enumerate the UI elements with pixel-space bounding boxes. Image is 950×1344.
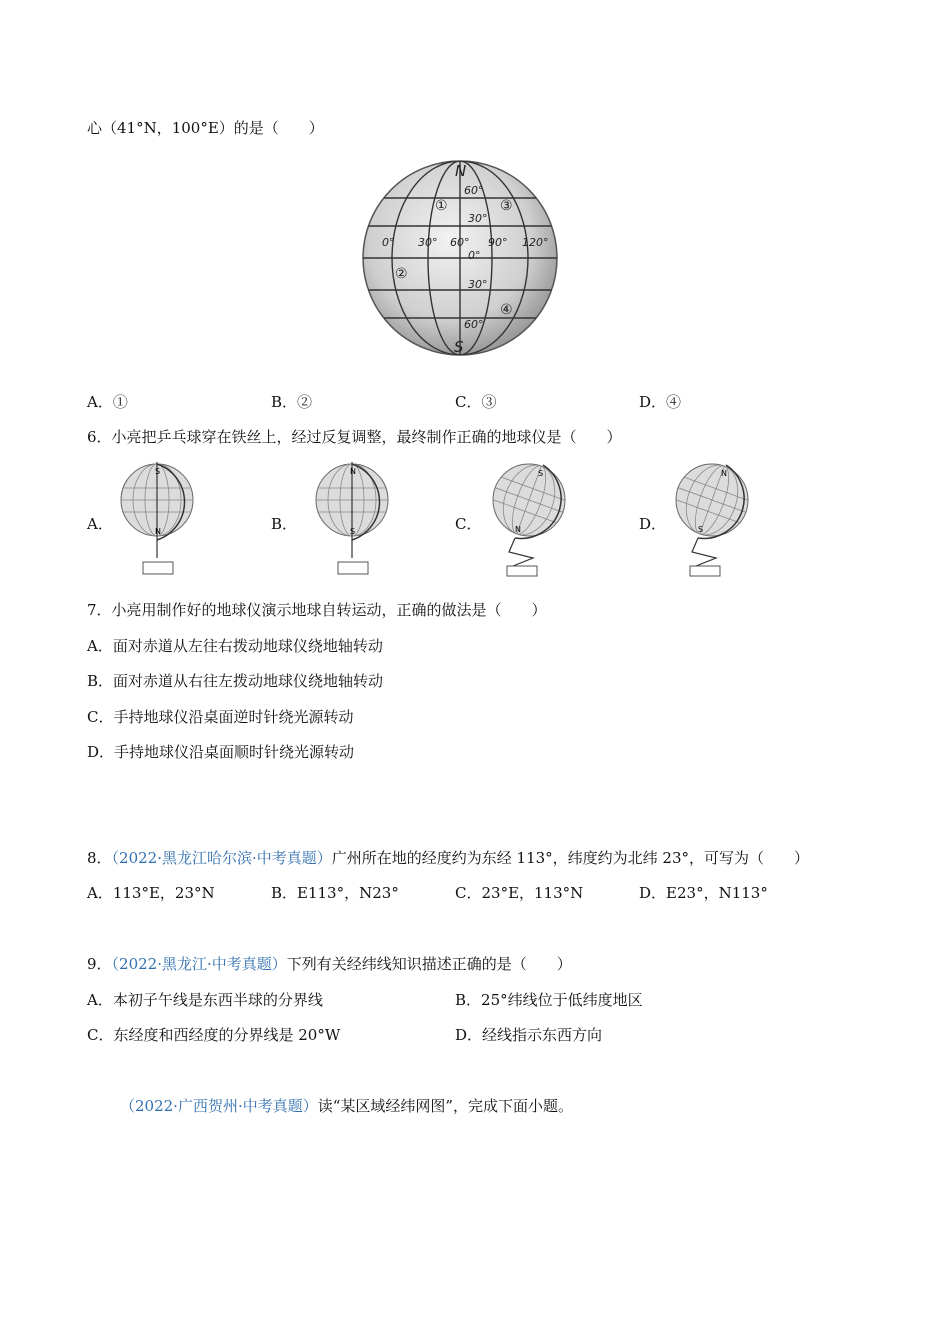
q8-stem: 广州所在地的经度约为东经 113°，纬度约为北纬 23°，可写为（ ）	[331, 849, 810, 867]
q8-option-c[interactable]: C．23°E，113°N	[455, 884, 584, 902]
region-label: ②	[395, 266, 408, 282]
q7-option-a[interactable]: A．面对赤道从左往右拨动地球仪绕地轴转动	[87, 637, 383, 655]
q6-globe-b	[310, 462, 400, 580]
q7-option-d[interactable]: D．手持地球仪沿桌面顺时针绕光源转动	[87, 743, 355, 761]
lon-label: 120°	[522, 236, 549, 249]
q9-source[interactable]: （2022·黑龙江·中考真题）	[111, 955, 287, 973]
q6-option-b[interactable]: B．	[271, 515, 298, 533]
q10-stem: 读“某区域经纬网图”，完成下面小题。	[317, 1097, 574, 1115]
globe-north-label: N	[455, 162, 467, 180]
pole-label: N	[155, 527, 161, 536]
pole-label: N	[350, 467, 356, 476]
pole-label: N	[515, 525, 521, 534]
q8-source[interactable]: （2022·黑龙江哈尔滨·中考真题）	[111, 849, 332, 867]
lat-label: 30°	[468, 278, 488, 291]
q6-globe-d	[668, 462, 763, 580]
globe-south-label: S	[454, 338, 464, 356]
pole-label: N	[721, 469, 727, 478]
q9-option-c[interactable]: C．东经度和西经度的分界线是 20°W	[87, 1026, 341, 1044]
pole-label: S	[155, 467, 161, 476]
q6-globe-a	[115, 462, 205, 580]
q6-stem: 6．小亮把乒乓球穿在铁丝上，经过反复调整，最终制作正确的地球仪是（ ）	[87, 428, 622, 446]
q6-option-c[interactable]: C．	[455, 515, 482, 533]
q5-option-d[interactable]: D．④	[639, 393, 682, 411]
q9-option-b[interactable]: B．25°纬线位于低纬度地区	[455, 991, 643, 1009]
q5-option-a[interactable]: A．①	[87, 393, 128, 411]
q7-option-c[interactable]: C．手持地球仪沿桌面逆时针绕光源转动	[87, 708, 354, 726]
lon-label: 60°	[450, 236, 470, 249]
q9-option-a[interactable]: A．本初子午线是东西半球的分界线	[87, 991, 323, 1009]
lat-label: 60°	[464, 184, 484, 197]
q8-option-a[interactable]: A．113°E，23°N	[87, 884, 215, 902]
q6-option-d[interactable]: D．	[639, 515, 667, 533]
q8-number: 8．	[87, 849, 112, 867]
lat-label: 0°	[468, 249, 481, 262]
q7-stem: 7．小亮用制作好的地球仪演示地球自转运动，正确的做法是（ ）	[87, 601, 547, 619]
lon-label: 0°	[382, 236, 395, 249]
q10-source[interactable]: （2022·广西贺州·中考真题）	[120, 1097, 318, 1115]
q5-stem: 心（41°N，100°E）的是（ ）	[87, 119, 324, 137]
lon-label: 30°	[418, 236, 438, 249]
lat-label: 60°	[464, 318, 484, 331]
q8-stem-line	[87, 848, 809, 868]
q6-option-a[interactable]: A．	[87, 515, 113, 533]
pole-label: S	[538, 469, 544, 478]
q7-option-b[interactable]: B．面对赤道从右往左拨动地球仪绕地轴转动	[87, 672, 384, 690]
lat-label: 30°	[468, 212, 488, 225]
q8-option-b[interactable]: B．E113°，N23°	[271, 884, 399, 902]
pole-label: S	[350, 527, 356, 536]
region-label: ③	[500, 198, 513, 214]
q10-intro	[120, 1096, 573, 1116]
q8-option-d[interactable]: D．E23°，N113°	[639, 884, 768, 902]
q9-stem: 下列有关经纬线知识描述正确的是（ ）	[286, 955, 572, 973]
q9-option-d[interactable]: D．经线指示东西方向	[455, 1026, 603, 1044]
q9-number: 9．	[87, 955, 112, 973]
q6-globe-c	[485, 462, 580, 580]
globe-figure	[360, 158, 560, 358]
region-label: ④	[500, 302, 513, 318]
graticule	[360, 158, 560, 358]
q5-option-b[interactable]: B．②	[271, 393, 313, 411]
q9-stem-line	[87, 954, 572, 974]
pole-label: S	[698, 525, 704, 534]
lon-label: 90°	[488, 236, 508, 249]
region-label: ①	[435, 198, 448, 214]
q5-option-c[interactable]: C．③	[455, 393, 497, 411]
